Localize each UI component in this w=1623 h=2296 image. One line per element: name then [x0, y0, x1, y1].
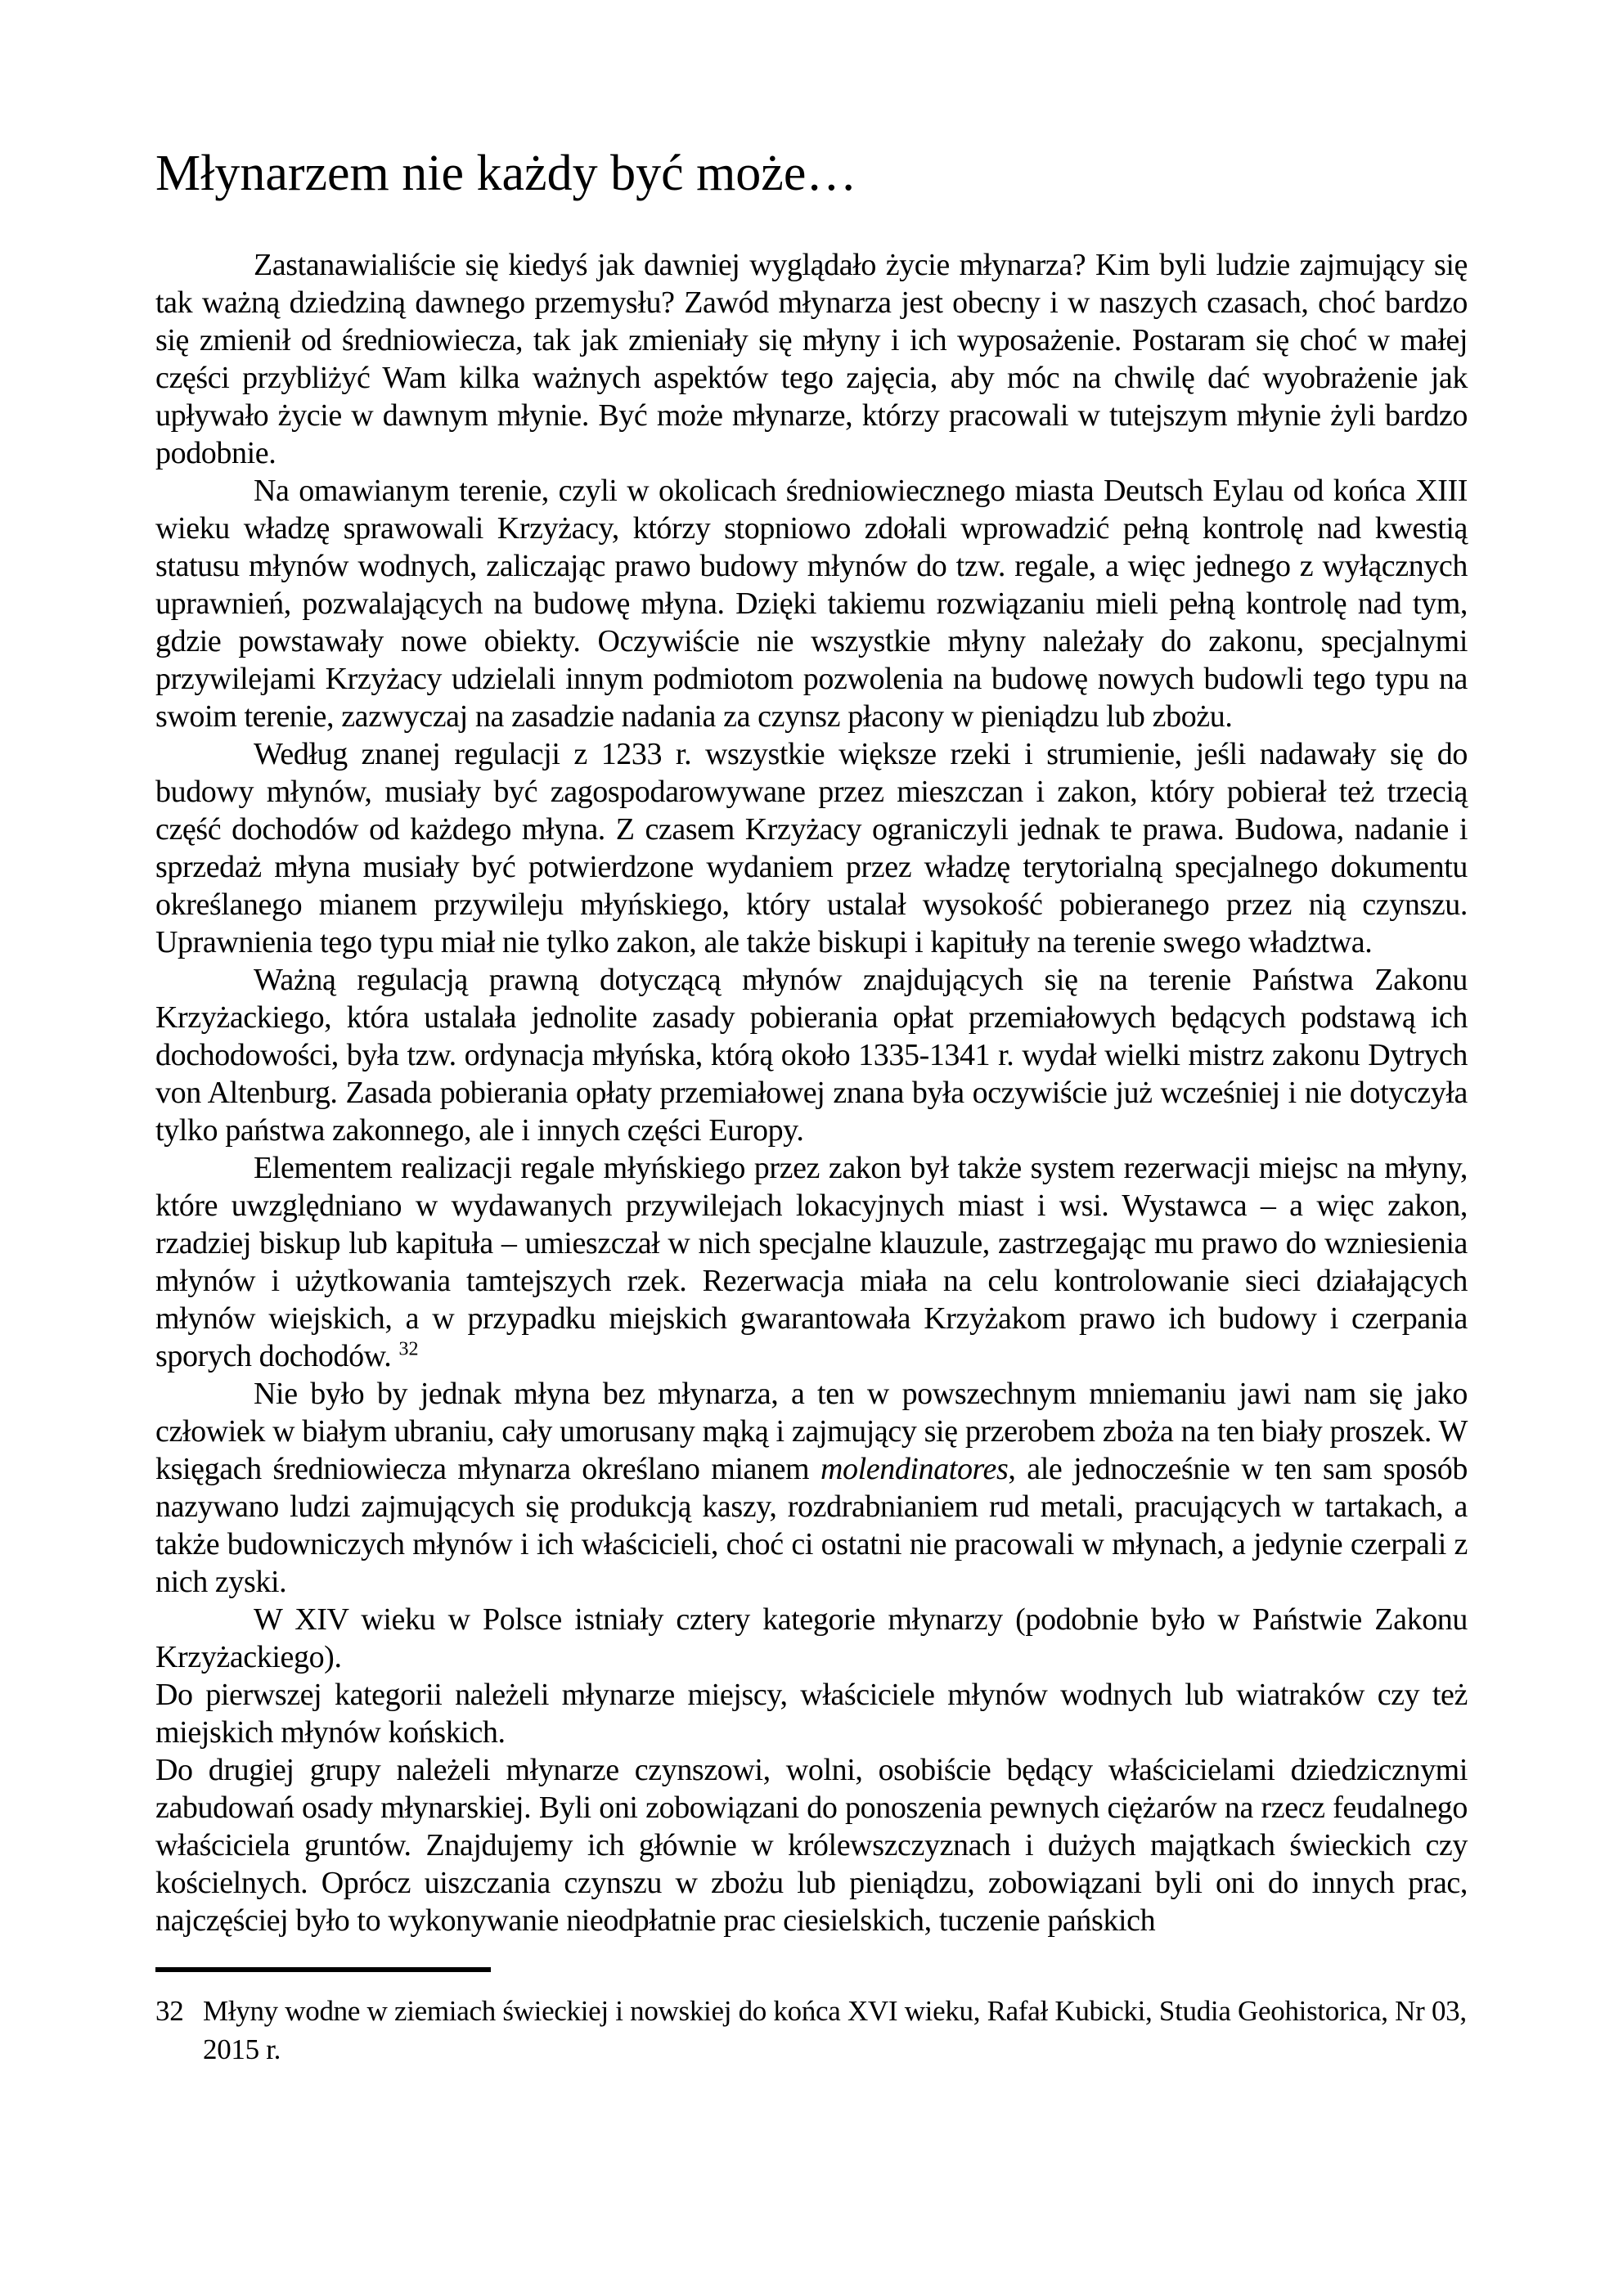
latin-term-italic: molendinatores: [820, 1452, 1009, 1487]
paragraph-text-pre: Nie było by jednak młyna bez młynarza, a ten w powszechnym mniemaniu jawi nam się jako człowiek w białym ubraniu, cały umorusany mąką i zajmujący się przerobem zboża na ten biały proszek. W księgach średniowiecza młynarza określano mianem: [155, 1377, 1468, 1487]
paragraph-mill-ordinance: Ważną regulacją prawną dotyczącą młynów znajdujących się na terenie Państwa Zakonu Krzyżackiego, która ustalała jednolite zasady pobierania opłat przemiałowych będących podstawą ich dochodowości, była tzw. ordynacja młyńska, którą około 1335-1341 r. wydał wielki mistrz zakonu Dytrych von Altenburg. Zasada pobierania opłaty przemiałowej znana była oczywiście już wcześniej i nie dotyczyła tylko państwa zakonnego, ale i innych części Europy.: [155, 963, 1468, 1148]
footnote-number: 32: [155, 1995, 184, 2028]
paragraph-text: Elementem realizacji regale młyńskiego przez zakon był także system rezerwacji miejsc na młyny, które uwzględniano w wydawanych przywilejach lokacyjnych miast i wsi. Wystawca – a więc zakon, rzadziej biskup lub kapituła – umieszczał w nich specjalne klauzule, zastrzegając mu prawo do wzniesienia młynów i użytkowania tamtejszych rzek. Rezerwacja miała na celu kontrolowanie sieci działających młynów wiejskich, a w przypadku miejskich gwarantowała Krzyżakom prawo ich budowy i czerpania sporych dochodów.: [155, 1151, 1468, 1374]
paragraph-reservation-system: [155, 1149, 1468, 1375]
footnote-area: [155, 1967, 1468, 2069]
paragraph-second-category: Do drugiej grupy należeli młynarze czynszowi, wolni, osobiście będący właścicielami dziedzicznymi zabudowań osady młynarskiej. Byli oni zobowiązani do ponoszenia pewnych ciężarów na rzecz feudalnego właściciela gruntów. Znajdujemy ich głównie w królewszczyznach i dużych majątkach świeckich czy kościelnych. Oprócz uiszczania czynszu w zbożu lub pieniądzu, zobowiązani byli oni do innych prac, najczęściej było to wykonywanie nieodpłatnie prac ciesielskich, tuczenie pańskich: [155, 1753, 1468, 1939]
footnote: [155, 1992, 1468, 2069]
page-title: Młynarzem nie każdy być może…: [155, 146, 857, 201]
paragraph-intro: Zastanawialiście się kiedyś jak dawniej wyglądało życie młynarza? Kim byli ludzie zajmujący się tak ważną dziedziną dawnego przemysłu? Zawód młynarza jest obecny i w naszych czasach, choć bardzo się zmienił od średniowiecza, tak jak zmieniały się młyny i ich wyposażenie. Postaram się choć w małej części przybliżyć Wam kilka ważnych aspektów tego zajęcia, aby móc na chwilę dać wyobrażenie jak upływało życie w dawnym młynie. Być może młynarze, którzy pracowali w tutejszym młynie żyli bardzo podobnie.: [155, 248, 1468, 471]
paragraph-regulation-1233: Według znanej regulacji z 1233 r. wszystkie większe rzeki i strumienie, jeśli nadawały się do budowy młynów, musiały być zagospodarowywane przez mieszczan i zakon, który pobierał też trzecią część dochodów od każdego młyna. Z czasem Krzyżacy ograniczyli jednak te prawa. Budowa, nadanie i sprzedaż młyna musiały być potwierdzone wydaniem przez władzę terytorialną specjalnego dokumentu określanego mianem przywileju młyńskiego, który ustalał wysokość pobieranego przez nią czynszu. Uprawnienia tego typu miał nie tylko zakon, ale także biskupi i kapituły na terenie swego władztwa.: [155, 737, 1468, 960]
paragraph-teutonic-control: Na omawianym terenie, czyli w okolicach średniowiecznego miasta Deutsch Eylau od końca XIII wieku władzę sprawowali Krzyżacy, którzy stopniowo zdołali wprowadzić pełną kontrolę nad kwestią statusu młynów wodnych, zaliczając prawo budowy młynów do tzw. regale, a więc jednego z wyłącznych uprawnień, pozwalających na budowę młyna. Dzięki takiemu rozwiązaniu mieli pełną kontrolę nad tym, gdzie powstawały nowe obiekty. Oczywiście nie wszystkie młyny należały do zakonu, specjalnymi przywilejami Krzyżacy udzielali innym podmiotom pozwolenia na budowę nowych budowli tego typu na swoim terenie, zazwyczaj na zasadzie nadania za czynsz płacony w pieniądzu lub zbożu.: [155, 474, 1468, 735]
article-body: [155, 246, 1468, 1939]
paragraph-first-category: Do pierwszej kategorii należeli młynarze miejscy, właściciele młynów wodnych lub wiatraków czy też miejskich młynów końskich.: [155, 1678, 1468, 1750]
footnote-separator-rule: [155, 1967, 491, 1972]
footnote-text: Młyny wodne w ziemiach świeckiej i nowskiej do końca XVI wieku, Rafał Kubicki, Studia Geohistorica, Nr 03, 2015 r.: [203, 1995, 1467, 2066]
paragraph-four-categories: W XIV wieku w Polsce istniały cztery kategorie młynarzy (podobnie było w Państwie Zakonu Krzyżackiego).: [155, 1602, 1468, 1675]
paragraph-miller-image: [155, 1375, 1468, 1601]
paragraph-text-post: , ale jednocześnie w ten sam sposób nazywano ludzi zajmujących się produkcją kaszy, rozdrabnianiem rud metali, pracujących w tartakach, a także budowniczych młynów i ich właścicieli, choć ci ostatni nie pracowali w młynach, a jedynie czerpali z nich zyski.: [155, 1452, 1468, 1600]
footnote-reference: 32: [398, 1338, 419, 1360]
